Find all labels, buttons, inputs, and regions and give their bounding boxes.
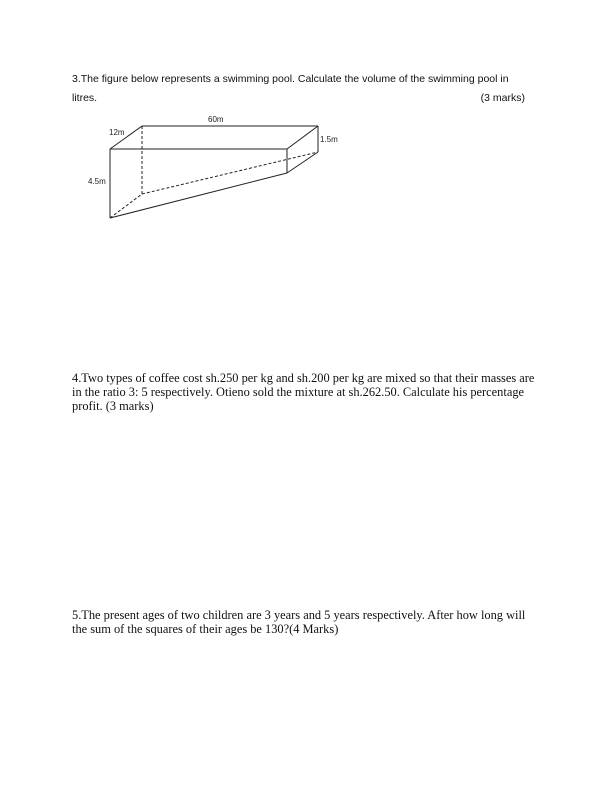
question-3 bbox=[72, 70, 542, 108]
pool-top-right-edge bbox=[287, 126, 318, 149]
question-5 bbox=[72, 608, 542, 636]
question-4 bbox=[72, 371, 542, 413]
question-3-marks: (3 marks) bbox=[480, 92, 525, 104]
label-length: 60m bbox=[208, 115, 224, 124]
question-3-line2: litres. bbox=[72, 92, 98, 104]
question-4-text: 4.Two types of coffee cost sh.250 per kg and sh.200 per kg are mixed so that their masses are in the ratio 3: 5 respectively. Otieno sold the mixture at sh.262.50. Calculate his percentage profit. bbox=[72, 371, 535, 413]
pool-shallow-floor-edge bbox=[287, 152, 318, 173]
question-5-marks: (4 Marks) bbox=[289, 622, 339, 636]
label-shallow-end: 1.5m bbox=[320, 135, 338, 144]
question-4-marks: (3 marks) bbox=[105, 399, 154, 413]
question-3-line1: 3.The figure below represents a swimming pool. Calculate the volume of the swimming pool in bbox=[72, 73, 509, 85]
question-5-text: 5.The present ages of two children are 3 years and 5 years respectively. After how long will the sum of the squares of their ages be 130? bbox=[72, 608, 526, 636]
label-width: 12m bbox=[109, 128, 125, 137]
swimming-pool-figure bbox=[84, 112, 354, 224]
label-deep-end: 4.5m bbox=[88, 177, 106, 186]
pool-sloping-floor-front bbox=[110, 173, 287, 218]
